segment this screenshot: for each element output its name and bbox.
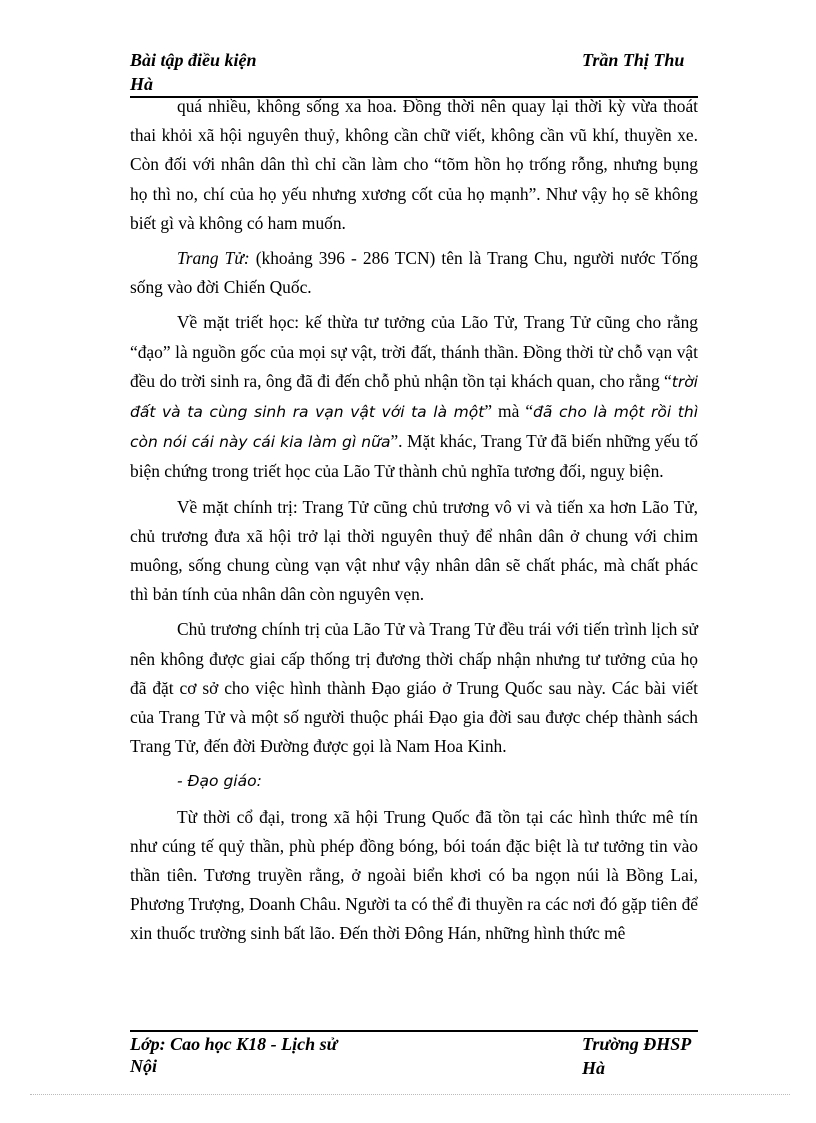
footer-school: Trường ĐHSP Hà <box>582 1034 691 1078</box>
paragraph-text: (khoảng 396 - 286 TCN) tên là Trang Chu, người nước Tống sống vào đời Chiến Quốc. <box>130 248 698 298</box>
header-left-title-cont: Hà <box>130 74 154 94</box>
page-edge <box>30 1094 790 1095</box>
paragraph-policy: Chủ trương chính trị của Lão Tử và Trang Tử đều trái với tiến trình lịch sử nên không được giai cấp thống trị đương thời chấp nhận nhưng tư tưởng của họ đã đặt cơ sở cho việc hình thành Đạo giáo ở Trung Quốc sau này. Các bài viết của Trang Tử và một số người thuộc phái Đạo gia đời sau được chép thành sách Trang Tử, đến đời Đường được gọi là Nam Hoa Kinh. <box>130 619 698 757</box>
paragraph-philosophy <box>130 308 698 486</box>
paragraph-lead: Trang Tử: <box>177 248 250 269</box>
paragraph-trang-tu-intro <box>130 244 698 302</box>
header-left-title: Bài tập điều kiện <box>130 50 257 70</box>
header-author: Trần Thị Thu <box>582 50 685 70</box>
section-heading-dao-giao <box>130 767 698 796</box>
quote-italic: trời đất và ta cùng sinh ra vạn vật với ta là một <box>130 372 698 422</box>
section-heading-text: - Đạo giáo: <box>177 772 262 791</box>
paragraph-politics: Về mặt chính trị: Trang Tử cũng chủ trương vô vi và tiến xa hơn Lão Tử, chủ trương đưa xã hội trở lại thời nguyên thuỷ để nhân dân ở chung với chim muông, sống chung cùng vạn vật như vậy nhân dân sẽ chất phác, mà chất phác thì bản tính của nhân dân còn nguyên vẹn. <box>130 496 698 605</box>
paragraph-text: ” mà “ <box>484 401 534 422</box>
document-body <box>130 92 698 955</box>
paragraph-dao-giao: Từ thời cổ đại, trong xã hội Trung Quốc đã tồn tại các hình thức mê tín như cúng tế quỷ thần, phù phép đồng bóng, bói toán đặc biệt là tư tưởng tin vào thần tiên. Tương truyền rằng, ở ngoài biển khơi có ba ngọn núi là Bồng Lai, Phương Trượng, Doanh Châu. Người ta có thể đi thuyền ra các nơi đó gặp tiên để xin thuốc trường sinh bất lão. Đến thời Đông Hán, những hình thức mê <box>130 806 698 944</box>
paragraph-text: ”. Mặt khác, Trang Tử đã biến những yếu tố biện chứng trong triết học của Lão Tử thành chủ nghĩa tương đối, nguỵ biện. <box>130 431 698 482</box>
quote-italic: đã cho là một rồi thì còn nói cái này cái kia làm gì nữa <box>130 403 699 452</box>
footer-class-cont: Nội <box>130 1056 157 1076</box>
paragraph-text: Về mặt triết học: kế thừa tư tưởng của Lão Tử, Trang Tử cũng cho rằng “đạo” là nguồn gốc của mọi sự vật, trời đất, thánh thần. Đồng thời từ chỗ vạn vật đều do trời sinh ra, ông đã đi đến chỗ phủ nhận tồn tại khách quan, cho rằng “ <box>130 312 698 391</box>
paragraph-1: quá nhiều, không sống xa hoa. Đồng thời nên quay lại thời kỳ vừa thoát thai khỏi xã hội nguyên thuỷ, không cần chữ viết, không cần vũ khí, thuyền xe. Còn đối với nhân dân thì chỉ cần làm cho “tõm hồn họ trống rỗng, nhưng bụng họ thì no, chí của họ yếu nhưng xương cốt của họ mạnh”. Như vậy họ sẽ không biết gì và không có ham muốn. <box>130 96 698 233</box>
footer-class: Lớp: Cao học K18 - Lịch sử <box>130 1034 338 1054</box>
